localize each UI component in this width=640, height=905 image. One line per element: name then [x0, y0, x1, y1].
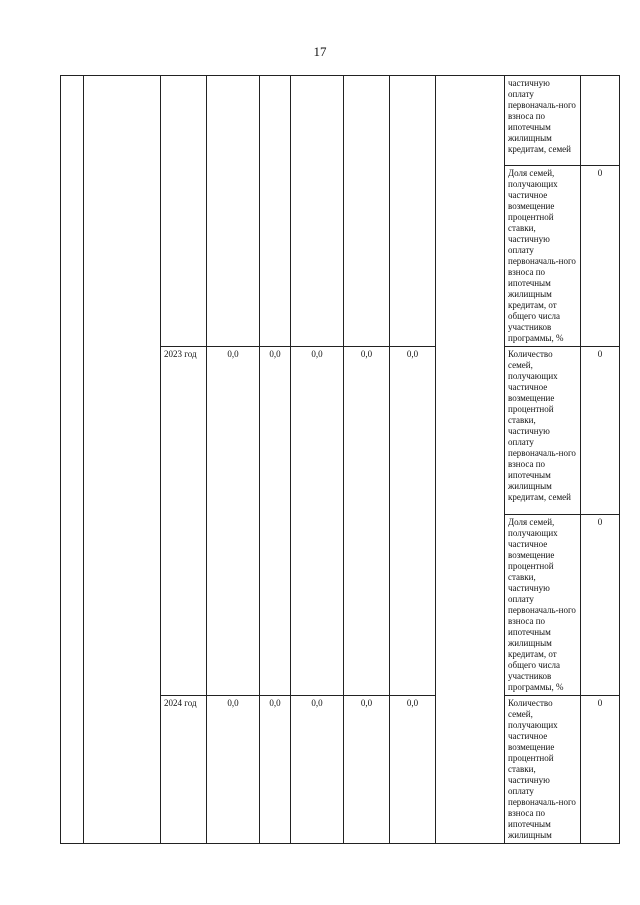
indicator-cell: Доля семей, получающих частичное возмещение процентной ставки, частичную оплату первоначаль-ного взноса по ипотечным жилищным кредитам, от общего числа участников программы, %: [505, 166, 581, 347]
amount-cell: 0,0: [207, 696, 260, 844]
indicator-cell: Доля семей, получающих частичное возмещение процентной ставки, частичную оплату первоначаль-ного взноса по ипотечным жилищным кредитам, от общего числа участников программы, %: [505, 515, 581, 696]
empty-cell: [161, 76, 207, 347]
year-cell: 2023 год: [161, 347, 207, 696]
value-cell: [581, 76, 620, 166]
empty-cell: [390, 76, 436, 347]
empty-cell: [84, 76, 161, 844]
amount-cell: 0,0: [207, 347, 260, 696]
empty-cell: [436, 76, 505, 844]
amount-cell: 0,0: [390, 347, 436, 696]
indicator-cell: Количество семей, получающих частичное возмещение процентной ставки, частичную оплату первоначаль-ного взноса по ипотечным жилищным: [505, 696, 581, 844]
empty-cell: [344, 76, 390, 347]
value-cell: 0: [581, 347, 620, 515]
empty-cell: [207, 76, 260, 347]
amount-cell: 0,0: [291, 347, 344, 696]
empty-cell: [61, 76, 84, 844]
amount-cell: 0,0: [344, 696, 390, 844]
empty-cell: [291, 76, 344, 347]
amount-cell: 0,0: [260, 696, 291, 844]
amount-cell: 0,0: [390, 696, 436, 844]
amount-cell: 0,0: [291, 696, 344, 844]
indicator-cell: частичную оплату первоначаль-ного взноса по ипотечным жилищным кредитам, семей: [505, 76, 581, 166]
year-cell: 2024 год: [161, 696, 207, 844]
value-cell: 0: [581, 166, 620, 347]
amount-cell: 0,0: [260, 347, 291, 696]
value-cell: 0: [581, 696, 620, 844]
table-row: [61, 76, 620, 166]
indicator-cell: Количество семей, получающих частичное возмещение процентной ставки, частичную оплату первоначаль-ного взноса по ипотечным жилищным кредитам, семей: [505, 347, 581, 515]
program-table: [60, 75, 620, 844]
empty-cell: [260, 76, 291, 347]
value-cell: 0: [581, 515, 620, 696]
page-number: 17: [313, 44, 327, 59]
amount-cell: 0,0: [344, 347, 390, 696]
